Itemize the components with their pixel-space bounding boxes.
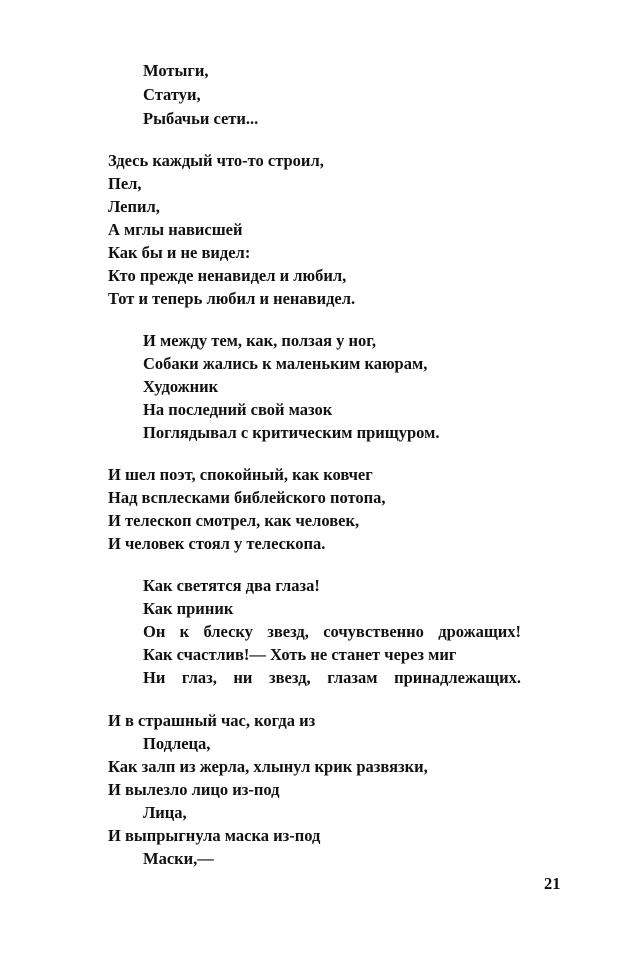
poem-line: Здесь каждый что-то строил, <box>108 151 324 170</box>
poem-line: И человек стоял у телескопа. <box>108 534 326 553</box>
poem-line: Лица, <box>143 803 187 822</box>
poem-line: Рыбачьи сети... <box>143 109 259 128</box>
poem-line: И в страшный час, когда из <box>108 711 316 730</box>
poem-line: Как приник <box>143 599 234 618</box>
poem-line: И между тем, как, ползая у ног, <box>143 331 377 350</box>
poem-line: Как светятся два глаза! <box>143 576 320 595</box>
poem-line: Пел, <box>108 174 142 193</box>
poem-line: Тот и теперь любил и ненавидел. <box>108 289 356 308</box>
poem-line: Кто прежде ненавидел и любил, <box>108 266 347 285</box>
poem-line: Поглядывал с критическим прищуром. <box>143 423 440 442</box>
poem-line: Ни глаз, ни звезд, глазам принадлежащих. <box>143 668 521 687</box>
poem-line: Как залп из жерла, хлынул крик развязки, <box>108 757 428 776</box>
poem-line: На последний свой мазок <box>143 400 333 419</box>
poem-line: Как счастлив!— Хоть не станет через миг <box>143 645 457 664</box>
poem-line: И выпрыгнула маска из-под <box>108 826 321 845</box>
poem-line: Как бы и не видел: <box>108 243 251 262</box>
poem-line: Маски,— <box>143 849 214 868</box>
poem-line: И шел поэт, спокойный, как ковчег <box>108 465 373 484</box>
poem-line: Собаки жались к маленьким каюрам, <box>143 354 428 373</box>
poem-line: А мглы нависшей <box>108 220 243 239</box>
poem-line: Над всплесками библейского потопа, <box>108 488 386 507</box>
page-number: 21 <box>544 874 561 893</box>
poem-line: Статуи, <box>143 85 201 104</box>
poem-line: Мотыги, <box>143 61 209 80</box>
poem-line: Художник <box>143 377 219 396</box>
poem-line: И вылезло лицо из-под <box>108 780 280 799</box>
poem-line: Подлеца, <box>143 734 211 753</box>
poem-line: Он к блеску звезд, сочувственно дрожащих! <box>143 622 521 641</box>
poem-line: Лепил, <box>108 197 160 216</box>
poem-line: И телескоп смотрел, как человек, <box>108 511 360 530</box>
